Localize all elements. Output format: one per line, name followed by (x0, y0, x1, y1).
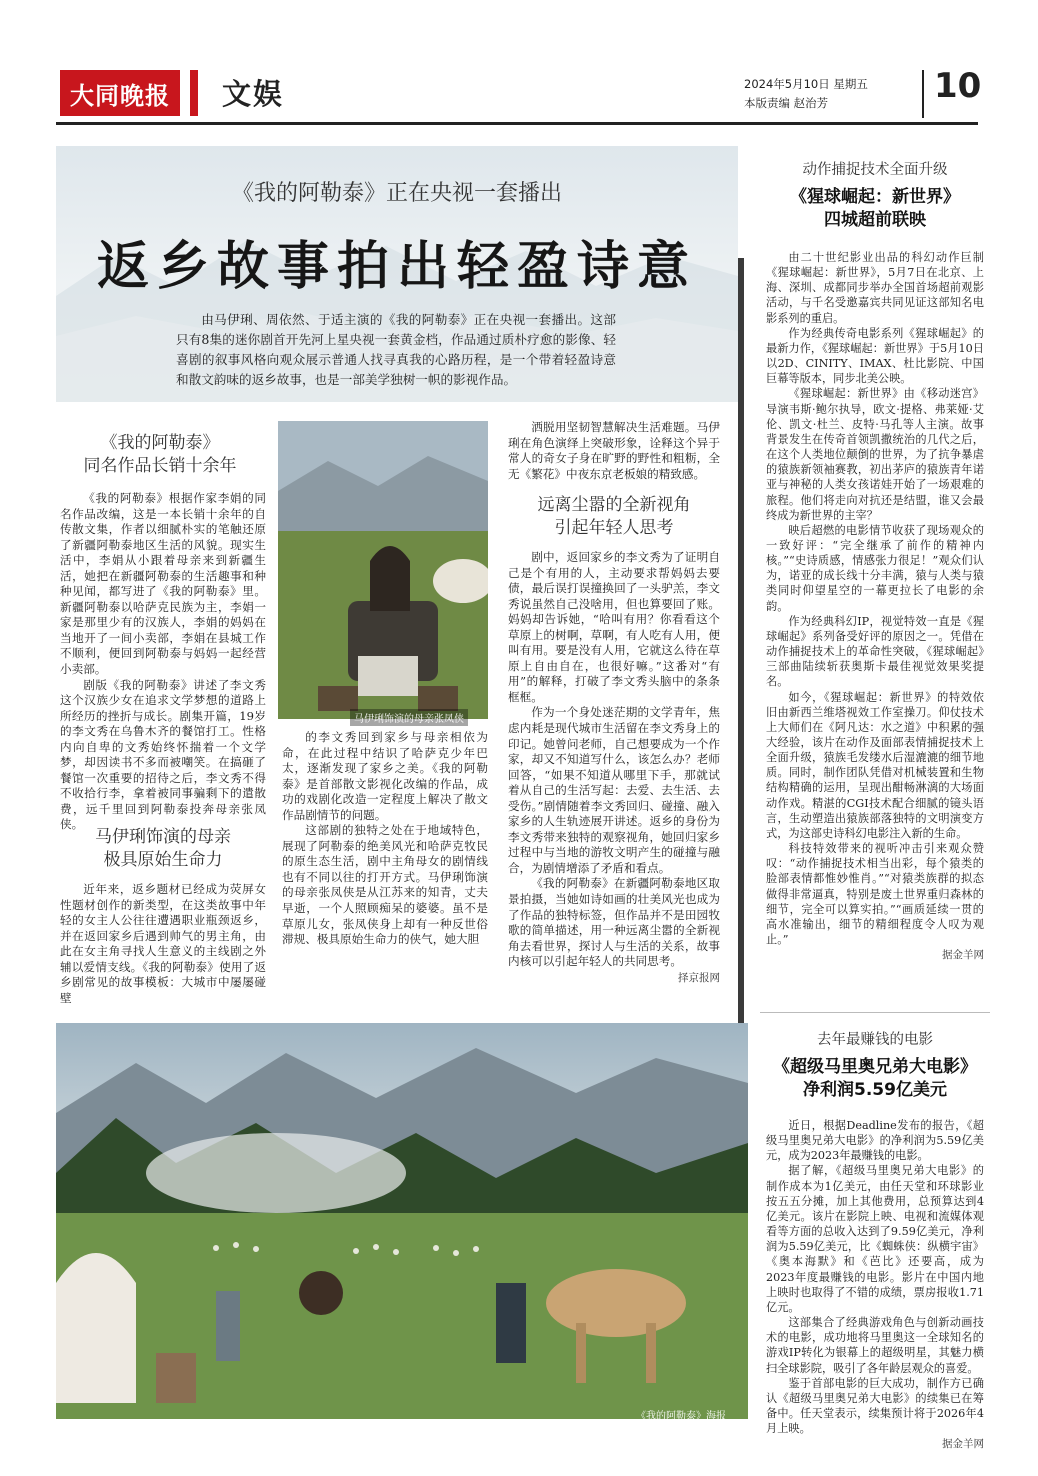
column3-top: 洒脱用坚韧智慧解决生活难题。马伊琍在角色演绎上突破形象，诠释这个异于常人的奇女子身在旷野的野性和粗粝，全无《繁花》中夜东京老板娘的精致感。 (508, 420, 720, 481)
banner-kicker: 《我的阿勒泰》正在央视一套播出 (231, 181, 562, 206)
section2-heading: 马伊琍饰演的母亲 极具原始生命力 (95, 827, 231, 870)
right2-byline: 据金羊网 (942, 1438, 984, 1451)
right1-kicker: 动作捕捉技术全面升级 (802, 162, 948, 178)
column2-body: 的李文秀回到家乡与母亲相依为命，在此过程中结识了哈萨克少年巴太，逐渐发现了家乡之美。《我的阿勒泰》是首部散文影视化改编的作品，成功的戏剧化改造一定程度上解决了散文作品剧情节的问题。 这部剧的独特之处在于地域特色，展现了阿勒泰的绝美风光和哈萨克牧民的原生态生活，剧中主角母女的剧情线也有不同以往的打开方式。马伊琍饰演的母亲张凤侠是从江苏来的知青，丈夫早逝，一个人照顾痴呆的婆婆。虽不是草原儿女，张凤侠身上却有一种反世俗滞规、极具原始生命力的侠气，她大胆 (282, 730, 488, 947)
right1-body: 由二十世纪影业出品的科幻动作巨制《猩球崛起：新世界》，5月7日在北京、上海、深圳、成都同步举办全国首场超前观影活动，与千名受邀嘉宾共同见证这部知名电影系列的重启。 作为经典传奇电影系列《猩球崛起》的最新力作，《猩球崛起：新世界》于5月10日以2D、CINITY、IMAX、杜比影院、中国巨幕等版本，同步北美公映。 《猩球崛起：新世界》由《移动迷宫》导演韦斯·鲍尔执导，欧文·提格、弗莱娅·艾伦、凯文·杜兰、皮特·马孔等人主演。故事背景发生在传奇首领凯撒统治的几代之后，在这个人类地位颠倒的世界，为了抗争暴虐的猿族新领袖赛教，初出茅庐的猿族青年诺亚与神秘的人类女孩诺娃开始了一场艰难的旅程。他们将走向对抗还是结盟，谁又会最终成为新世界的主宰？ 映后超燃的电影情节收获了现场观众的一致好评：“完全继承了前作的精神内核。”“史诗质感，情感张力很足！”观众们认为，诺亚的成长线十分丰满，猿与人类与猿类同时仰望星空的一幕更拉长了电影的余韵。 作为经典科幻IP，视觉特效一直是《猩球崛起》系列备受好评的原因之一。凭借在动作捕捉技术上的革命性突破，《猩球崛起》三部曲陆续斩获奥斯卡最佳视觉效果奖提名。 如今，《猩球崛起：新世界》的特效依旧由新西兰维塔视效工作室操刀。仰仗技术上大师们在《阿凡达：水之道》中积累的强大经验，该片在动作及面部表情捕捉技术上全面升级，猿族毛发缕水后湿漉漉的细节地质。同时，制作团队凭借对机械装置和生物结构精确的运用，呈现出酣畅淋漓的大场面动作戏。精湛的CGI技术配合细腻的镜头语言，生动塑造出猿族部落独特的文明演变方式，为这部史诗科幻电影注入新的生命。 科技特效带来的视听冲击引来观众赞叹：“动作捕捉技术相当出彩，每个猿类的脸部表情都惟妙惟肖。”“对猿类族群的拟态做得非常逼真，特别是废土世界重归森林的细节，完全可以算实拍。”“画质延续一贯的高水准输出，细节的精细程度令人叹为观止。” 据金羊网 (766, 251, 984, 962)
right2-body: 近日，根据Deadline发布的报告，《超级马里奥兄弟大电影》的净利润为5.59亿美元，成为2023年最赚钱的电影。 据了解，《超级马里奥兄弟大电影》的制作成本为1亿美元，由任天堂和环球影业按五五分摊，加上其他费用，总预算达到4亿美元。该片在影院上映、电视和流媒体观看等方面的总收入达到了9.59亿美元，净利润为5.59亿美元，比《蜘蛛侠：纵横宇宙》《奥本海默》和《芭比》还要高，成为2023年度最赚钱的电影。影片在中国内地上映时也取得了不错的成绩，票房报收1.71亿元。 这部集合了经典游戏角色与创新动画技术的电影，成功地将马里奥这一全球知名的游戏IP转化为银幕上的超级明星，其魅力横扫全球影院，吸引了各年龄层观众的喜爱。 鉴于首部电影的巨大成功，制作方已确认《超级马里奥兄弟大电影》的续集已在筹备中。任天堂表示，续集预计将于2026年4月上映。 据金羊网 (766, 1119, 984, 1451)
masthead (0, 0, 1038, 140)
main-headline: 返乡故事拍出轻盈诗意 (96, 237, 697, 297)
article-lede: 由马伊琍、周依然、于适主演的《我的阿勒泰》正在央视一套播出。这部只有8集的迷你剧首开先河上星央视一套黄金档，作品通过质朴疗愈的影像、轻喜剧的叙事风格向观众展示普通人找寻真我的心路历程，是一个带着轻盈诗意和散文韵味的返乡故事，也是一部美学独树一帜的影视作品。 (176, 312, 616, 387)
newspaper-logo: 大同晚报 (60, 70, 180, 116)
drama-poster-image (56, 1023, 748, 1419)
mother-photo-image (278, 421, 488, 719)
poster-caption: 《我的阿勒泰》海报 (636, 1411, 726, 1422)
issue-editor: 本版责编 赵治芳 (744, 96, 829, 110)
section2-body: 近年来，返乡题材已经成为荧屏女性题材创作的新类型，在这类故事中年轻的女主人公往往遭遇职业瓶颈返乡，并在返回家乡后遇到帅气的男主角，由此在女主角寻找人生意义的主线剧之外辅以爱情支线。《我的阿勒泰》使用了返乡剧常见的故事模板：大城市中屡屡碰壁 (60, 882, 266, 1005)
drama-poster (56, 1023, 748, 1419)
right1-byline: 据金羊网 (942, 949, 984, 962)
column3-body: 剧中，返回家乡的李文秀为了证明自己是个有用的人，主动要求帮妈妈去要债，最后误打误撞换回了一头驴羔，李文秀说虽然自己没啥用，但也算要回了账。妈妈却告诉她，“哈叫有用？你看看这个草原上的树啊，草啊，有人吃有人用，便叫有用。要是没有人用，它就这么待在草原上自由自在，也很好嘛。”这番对“有用”的解释，打破了李文秀头脑中的条条框框。 作为一个身处迷茫期的文学青年，焦虑内耗是现代城市生活留在李文秀身上的印记。她曾问老师，自己想要成为一个作家，却又不知道写什么，该怎么办？老师回答，“如果不知道从哪里下手，那就试着从自己的生活写起：去爱、去生活、去受伤。”剧情随着李文秀回归、碰撞、融入家乡的人生轨迹展开讲述。返乡的身份为李文秀带来独特的观察视角，她回归家乡过程中与当地的游牧文明产生的碰撞与融合，为剧情增添了矛盾和看点。 《我的阿勒泰》在新疆阿勒泰地区取景拍摄，当她如诗如画的壮美风光也成为了作品的独特标签，但作品并不是田园牧歌的简单描述，用一种远离尘嚣的全新视角去看世界，探讨人与生活的关系，故事内核可以引起年轻人的共同思考。 择京报网 (508, 550, 720, 984)
section1-heading: 《我的阿勒泰》 同名作品长销十余年 (83, 433, 237, 476)
right-separator (760, 1012, 990, 1013)
right2-title: 《超级马里奥兄弟大电影》 净利润5.59亿美元 (773, 1057, 977, 1100)
section3-heading: 远离尘嚣的全新视角 引起年轻人思考 (537, 495, 691, 538)
mother-photo (278, 421, 488, 719)
mother-photo-caption: 马伊琍饰演的母亲张凤侠 (350, 709, 468, 726)
page-number: 10 (934, 66, 982, 106)
section1-body: 《我的阿勒泰》根据作家李娟的同名作品改编，这是一本长销十余年的自传散文集，作者以细腻朴实的笔触还原了新疆阿勒泰地区生活的风貌。现实生活中，李娟从小跟着母亲来到新疆生活，她把在新疆阿勒泰的生活趣事和种种见闻，都写进了《我的阿勒泰》里。新疆阿勒泰以哈萨克民族为主，李娟一家是那里少有的汉族人，李娟的妈妈在当地开了一间小卖部，李娟在县城工作不顺利，便回到阿勒泰与妈妈一起经营小卖部。 剧版《我的阿勒泰》讲述了李文秀这个汉族少女在追求文学梦想的道路上所经历的挫折与成长。剧集开篇，19岁的李文秀在乌鲁木齐的餐馆打工。性格内向自卑的文秀始终怀揣着一个文学梦，却因读书不多而被嘲笑。在搞砸了餐馆一次重要的招待之后，李文秀不得不收拾行李，拿着被同事骗剩下的遣散费，远千里回到阿勒泰投奔母亲张凤侠。 (60, 491, 266, 832)
logo-divider (190, 70, 198, 116)
section-name: 文娱 (222, 77, 285, 111)
column3-byline: 择京报网 (678, 971, 720, 984)
right2-kicker: 去年最赚钱的电影 (817, 1032, 933, 1048)
issue-date: 2024年5月10日 星期五 (744, 77, 868, 91)
page-divider (922, 70, 924, 118)
header-rule (56, 122, 978, 125)
right1-title: 《猩球崛起：新世界》 四城超前联映 (790, 187, 960, 230)
column-shade (738, 258, 744, 1023)
